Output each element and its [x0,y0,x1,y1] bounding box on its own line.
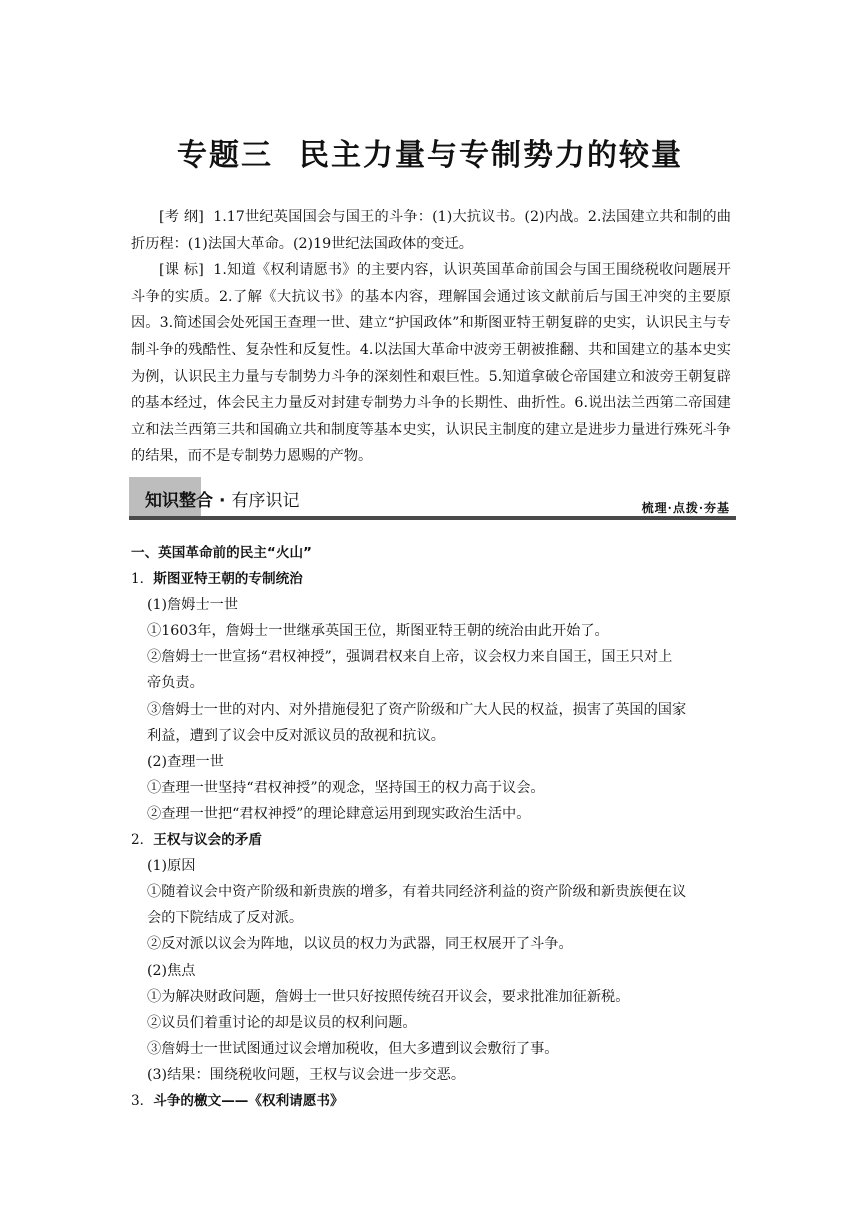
banner-right-label: 梳理·点拨·夯基 [641,501,730,515]
banner-subtitle: 有序识记 [231,491,300,511]
s2-p3: (3)结果：围绕税收问题，王权与议会进一步交恶。 [147,1066,466,1083]
s1-p1-c2: 利益，遭到了议会中反对派议员的敌视和抗议。 [147,727,445,744]
s2-p1-b: ②反对派以议会为阵地，以议员的权力为武器，同王权展开了斗争。 [147,936,573,953]
s1-p2: (2)查理一世 [147,753,224,770]
s2-p2-b: ②议员们着重讨论的却是议员的权利问题。 [147,1014,417,1031]
kaogang-tag: [考 纲] [159,209,204,225]
banner-title: 知识整合 [145,491,213,511]
banner-heading [145,486,299,511]
section1-heading: 一、英国革命前的民主“火山” [131,545,312,561]
s2-p1-a1: ①随着议会中资产阶级和新贵族的增多，有着共同经济利益的资产阶级和新贵族便在议 [147,884,687,901]
kebiao-paragraph [131,257,731,470]
s1-p1-b2: 帝负责。 [147,675,204,692]
kebiao-tag: [课 标] [159,262,204,279]
page-title [0,130,860,174]
s2-p2-a: ①为解决财政问题，詹姆士一世只好按照传统召开议会，要求批准加征新税。 [147,988,630,1005]
s2-p1-a2: 会的下院结成了反对派。 [147,910,304,927]
s1-p1-a: ①1603年，詹姆士一世继承英国王位，斯图亚特王朝的统治由此开始了。 [147,623,609,640]
s2-p2-c: ③詹姆士一世试图通过议会增加税收，但大多遭到议会敷衍了事。 [147,1040,559,1057]
intro-block [131,204,731,470]
s2-p2: (2)焦点 [147,962,196,979]
s1-number: 1． [131,571,154,588]
s2-title: 王权与议会的矛盾 [153,832,262,849]
kebiao-text: 1.知道《权利请愿书》的主要内容，认识英国革命前国会与国王围绕税收问题展开斗争的实质。2.了解《大抗议书》的基本内容，理解国会通过该文献前后与国王冲突的主要原因。3.简述国会处死国王查理一世、建立“护国政体”和斯图亚特王朝复辟的史实，认识民主与专制斗争的残酷性、复杂性和反复性。4.以法国大革命中波旁王朝被推翻、共和国建立的基本史实为例，认识民主力量与专制势力斗争的深刻性和艰巨性。5.知道拿破仑帝国建立和波旁王朝复辟的基本经过，体会民主力量反对封建专制势力斗争的长期性、曲折性。6.说出法兰西第二帝国建立和法兰西第三共和国确立共和制度等基本史实，认识民主制度的建立是进步力量进行殊死斗争的结果，而不是专制势力恩赐的产物。 [131,262,731,465]
s1-title: 斯图亚特王朝的专制统治 [153,571,303,588]
content-body [131,540,737,1114]
s2-number: 2． [131,832,154,849]
s3-heading [131,1088,737,1114]
s1-p1: (1)詹姆士一世 [147,597,239,614]
s1-heading [131,566,737,592]
title-part1: 专题三 [177,138,273,173]
title-part2: 民主力量与专制势力的较量 [299,138,683,173]
banner-rule [129,516,736,520]
s3-title: 斗争的檄文——《权利请愿书》 [153,1092,344,1109]
kaogang-paragraph [131,204,731,257]
kaogang-text: 1.17世纪英国国会与国王的斗争：(1)大抗议书。(2)内战。2.法国建立共和制的曲折历程：(1)法国大革命。(2)19世纪法国政体的变迁。 [131,209,731,252]
s3-number: 3． [131,1092,154,1109]
s1-p2-b: ②查理一世把“君权神授”的理论肆意运用到现实政治生活中。 [147,805,531,822]
s1-p2-a: ①查理一世坚持“君权神授”的观念，坚持国王的权力高于议会。 [147,779,545,796]
banner-dot: · [219,491,226,511]
s2-heading [131,827,737,853]
s1-p1-b1: ②詹姆士一世宣扬“君权神授”，强调君权来自上帝，议会权力来自国王，国王只对上 [147,649,673,666]
section-banner [129,477,736,521]
s2-p1: (1)原因 [147,858,196,875]
s1-p1-c1: ③詹姆士一世的对内、对外措施侵犯了资产阶级和广大人民的权益，损害了英国的国家 [147,701,687,718]
